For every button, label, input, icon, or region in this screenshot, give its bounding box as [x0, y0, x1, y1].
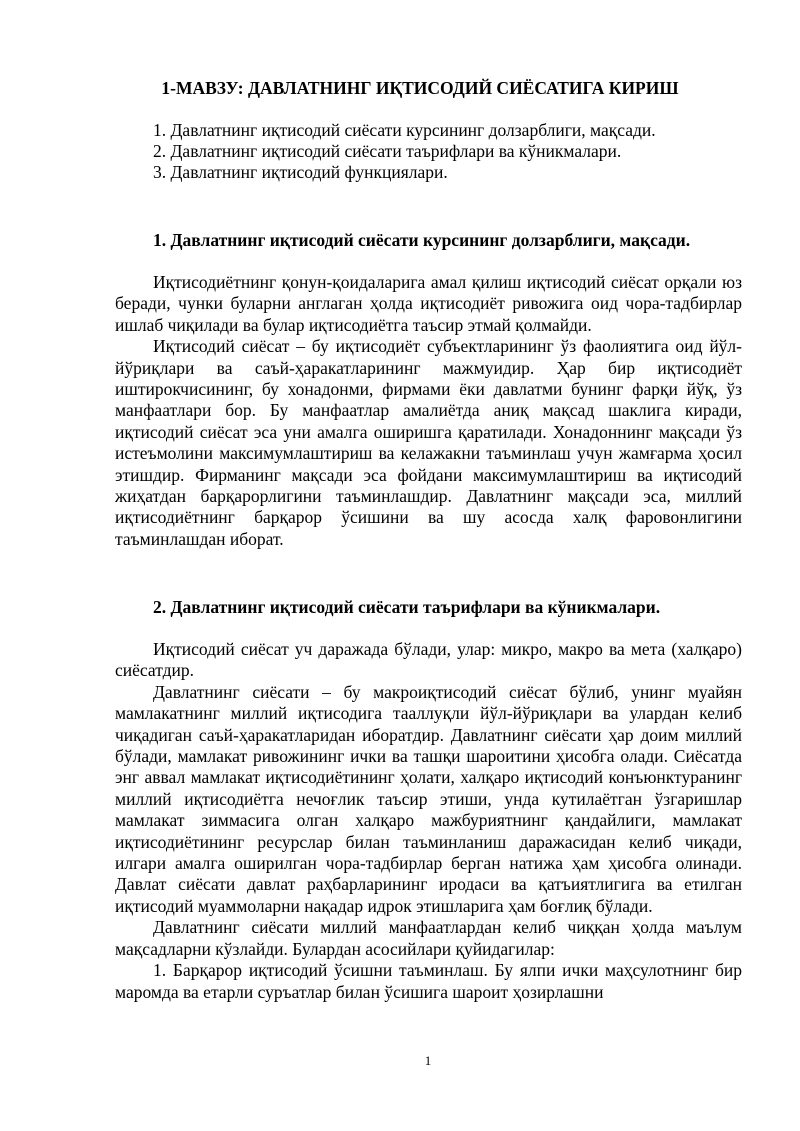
- paragraph: Давлатнинг сиёсати – бу макроиқтисодий сиёсат бўлиб, унинг муайян мамлакатнинг миллий иқтисодига тааллуқли йўл-йўриқлари ва улардан келиб чиқадиган саъй-ҳаракатларидан иборатдир. Давлатнинг сиёсати ҳар доим миллий бўлади, мамлакат ривожининг ички ва ташқи шароитини ҳисобга олади. Сиёсатда энг аввал мамлакат иқтисодиётининг ҳолати, халқаро иқтисодий конъюнктуранинг миллий иқтисодиётга нечоғлик таъсир этиши, унда кутилаётган ўзгаришлар мамлакат зиммасига олган халқаро мажбуриятнинг қандайлиги, мамлакат иқтисодиётининг ресурслар билан таъминланиш даражасидан келиб чиқади, илгари амалга оширилган чора-тадбирлар берган натижа ҳам ҳисобга олинади. Давлат сиёсати давлат раҳбарларининг иродаси ва қатъиятлигига ва етилган иқтисодий муаммоларни нақадар идрок этишларига ҳам боғлиқ бўлади.: [115, 681, 742, 916]
- topic-plan-list: [153, 120, 753, 183]
- plan-item: 1. Давлатнинг иқтисодий сиёсати курсининг долзарблиги, мақсади.: [153, 120, 656, 140]
- paragraph: Иқтисодиётнинг қонун-қоидаларига амал қилиш иқтисодий сиёсат орқали юз беради, чунки буларни англаган ҳолда иқтисодиёт ривожига оид чора-тадбирлар ишлаб чиқилади ва булар иқтисодиётга таъсир этмай қолмайди.: [115, 272, 742, 335]
- paragraph: Иқтисодий сиёсат уч даражада бўлади, улар: микро, макро ва мета (халқаро) сиёсатдир.: [115, 639, 742, 681]
- section-1-heading: 1. Давлатнинг иқтисодий сиёсати курсининг долзарблиги, мақсади.: [153, 230, 691, 250]
- paragraph: 1. Барқарор иқтисодий ўсишни таъминлаш. Бу ялпи ички маҳсулотнинг бир маромда ва етарли суръатлар билан ўсишига шароит ҳозирлашни: [115, 960, 742, 1002]
- section-2-heading: 2. Давлатнинг иқтисодий сиёсати таърифлари ва кўникмалари.: [153, 597, 661, 617]
- section-2-body: [115, 639, 742, 1003]
- paragraph: Давлатнинг сиёсати миллий манфаатлардан келиб чиққан ҳолда маълум мақсадларни кўзлайди. Булардан асосийлари қуйидагилар:: [115, 917, 742, 959]
- plan-item: 3. Давлатнинг иқтисодий функциялари.: [153, 162, 448, 182]
- document-title: 1-МАВЗУ: ДАВЛАТНИНГ ИҚТИСОДИЙ СИЁСАТИГА КИРИШ: [161, 78, 679, 98]
- section-1-body: [115, 272, 742, 550]
- paragraph: Иқтисодий сиёсат – бу иқтисодиёт субъектларининг ўз фаолиятига оид йўл-йўриқлари ва саъй-ҳаракатларининг мажмуидир. Ҳар бир иқтисодиёт иштирокчисининг, бу хонадонми, фирмами ёки давлатми бунинг фарқи йўқ, ўз манфаатлари бор. Бу манфаатлар амалиётда аниқ мақсад шаклига киради, иқтисодий сиёсат эса уни амалга оширишга қаратилади. Хонадоннинг мақсади ўз истеъмолини максимумлаштириш ва келажакни таъминлаш учун жамғарма ҳосил этишдир. Фирманинг мақсади эса фойдани максимумлаштириш ва иқтисодий жиҳатдан барқарорлигини таъминлашдир. Давлатнинг мақсади эса, миллий иқтисодиётнинг барқарор ўсишини ва шу асосда халқ фаровонлигини таъминлашдан иборат.: [115, 336, 742, 549]
- page-number: 1: [424, 1053, 432, 1068]
- plan-item: 2. Давлатнинг иқтисодий сиёсати таърифлари ва кўникмалари.: [153, 141, 622, 161]
